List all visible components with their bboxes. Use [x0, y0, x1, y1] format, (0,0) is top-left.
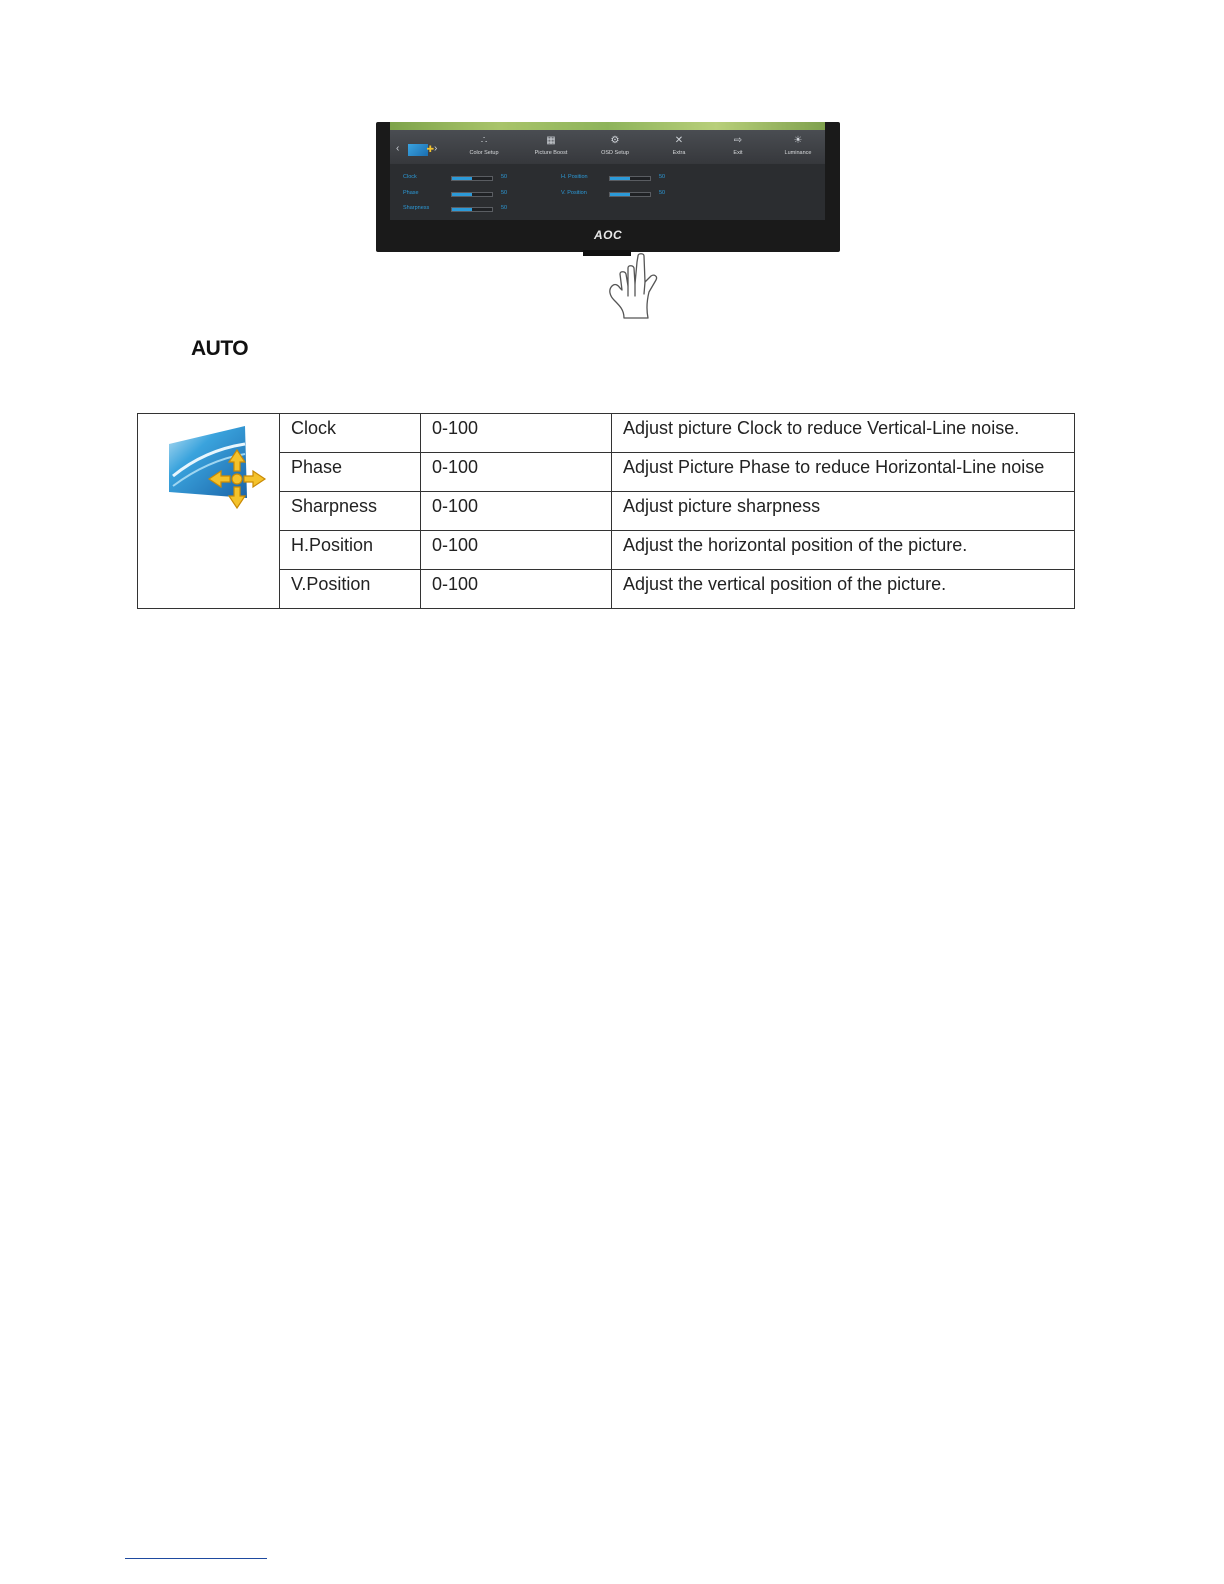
desktop-wallpaper-strip: [390, 122, 825, 130]
icon-cell: [138, 414, 280, 609]
osd-left-arrow-icon[interactable]: ‹: [396, 143, 400, 154]
exit-icon: ⇨: [733, 135, 743, 146]
color-setup-icon: ∴: [480, 135, 488, 146]
osd-slider[interactable]: [609, 176, 651, 181]
osd-slider-fill: [452, 208, 472, 211]
osd-tab-label: OSD Setup: [601, 150, 629, 156]
osd-tab-label: Picture Boost: [534, 150, 568, 156]
osd-tab-label: Luminance: [784, 150, 812, 156]
monitor-screen: [390, 122, 825, 220]
monitor-figure: [376, 122, 840, 252]
setting-description: Adjust Picture Phase to reduce Horizontal-Line noise: [612, 453, 1075, 492]
osd-right-arrow-icon[interactable]: ›: [434, 143, 438, 154]
setting-description: Adjust the vertical position of the picture.: [612, 570, 1075, 609]
setting-name: V.Position: [280, 570, 421, 609]
setting-name: H.Position: [280, 531, 421, 570]
osd-row-h-position[interactable]: [561, 174, 711, 183]
osd-row-value: 50: [501, 205, 508, 211]
osd-slider[interactable]: [451, 192, 493, 197]
osd-tab-extra[interactable]: [649, 130, 709, 164]
section-heading-auto: AUTO: [191, 337, 249, 360]
setting-name: Phase: [280, 453, 421, 492]
image-setup-tab-icon[interactable]: [408, 144, 428, 156]
aoc-logo: AOC: [594, 228, 623, 242]
setting-description: Adjust the horizontal position of the picture.: [612, 531, 1075, 570]
osd-tab-label: Extra: [672, 150, 686, 156]
luminance-icon: ☀: [793, 135, 803, 146]
osd-row-label: H. Position: [561, 174, 588, 180]
osd-row-v-position[interactable]: [561, 190, 711, 199]
osd-row-value: 50: [659, 190, 666, 196]
osd-slider-fill: [610, 193, 630, 196]
osd-slider-fill: [610, 177, 630, 180]
image-setup-arrows-icon: [159, 414, 269, 514]
osd-setup-icon: ⚙: [610, 135, 620, 146]
osd-row-clock[interactable]: [403, 174, 553, 183]
osd-slider[interactable]: [451, 176, 493, 181]
table-row: [138, 414, 1075, 453]
osd-row-sharpness[interactable]: [403, 205, 553, 214]
footnote-divider: [125, 1558, 267, 1559]
settings-table: [137, 413, 1075, 609]
osd-slider-fill: [452, 193, 472, 196]
setting-description: Adjust picture sharpness: [612, 492, 1075, 531]
extra-icon: ✕: [674, 135, 684, 146]
osd-slider-fill: [452, 177, 472, 180]
osd-row-phase[interactable]: [403, 190, 553, 199]
osd-row-value: 50: [659, 174, 666, 180]
osd-tab-bar: [390, 130, 825, 164]
setting-name: Sharpness: [280, 492, 421, 531]
setting-range: 0-100: [421, 570, 612, 609]
osd-slider[interactable]: [451, 207, 493, 212]
osd-row-label: Clock: [403, 174, 417, 180]
osd-row-label: Sharpness: [403, 205, 430, 211]
setting-range: 0-100: [421, 492, 612, 531]
osd-tab-color-setup[interactable]: [454, 130, 514, 164]
setting-description: Adjust picture Clock to reduce Vertical-Line noise.: [612, 414, 1075, 453]
setting-name: Clock: [280, 414, 421, 453]
pointing-hand-icon: [604, 252, 668, 322]
osd-row-label: Phase: [403, 190, 419, 196]
osd-row-value: 50: [501, 190, 508, 196]
setting-range: 0-100: [421, 453, 612, 492]
setting-range: 0-100: [421, 414, 612, 453]
osd-tab-label: Color Setup: [469, 150, 499, 156]
osd-row-value: 50: [501, 174, 508, 180]
osd-row-label: V. Position: [561, 190, 587, 196]
osd-slider[interactable]: [609, 192, 651, 197]
setting-range: 0-100: [421, 531, 612, 570]
osd-tab-luminance[interactable]: [768, 130, 825, 164]
osd-tab-exit[interactable]: [708, 130, 768, 164]
osd-tab-label: Exit: [733, 150, 743, 156]
picture-boost-icon: ▦: [546, 135, 556, 146]
osd-tab-picture-boost[interactable]: [521, 130, 581, 164]
osd-tab-osd-setup[interactable]: [585, 130, 645, 164]
